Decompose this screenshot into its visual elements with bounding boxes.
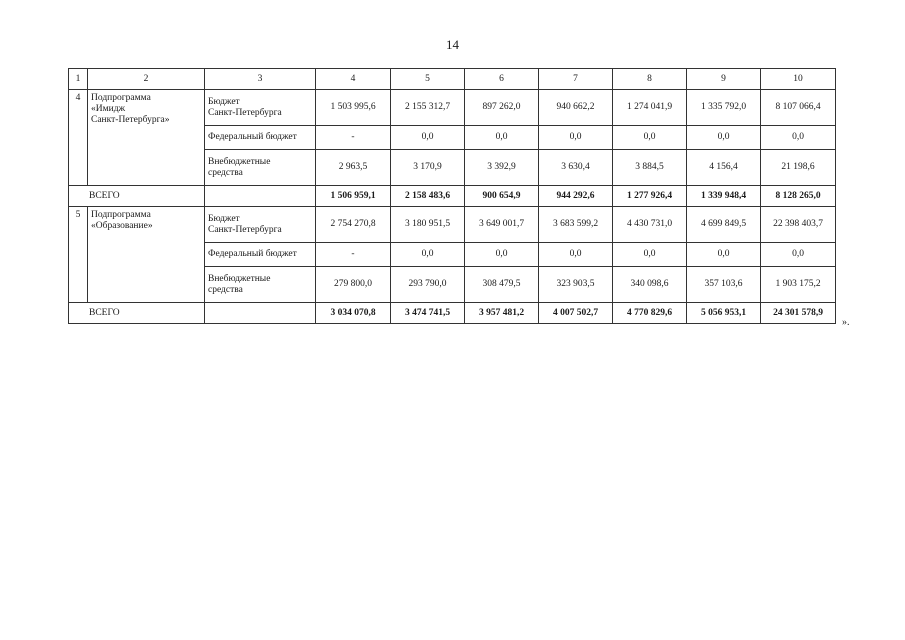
total-value-cell: 3 957 481,2 <box>465 303 539 324</box>
value-cell: 0,0 <box>613 126 687 150</box>
value-cell: 0,0 <box>391 243 465 267</box>
value-cell: 0,0 <box>391 126 465 150</box>
column-number-cell: 7 <box>539 69 613 90</box>
total-empty-cell <box>205 303 316 324</box>
subprogram-index: 4 <box>69 90 88 186</box>
column-number-cell: 2 <box>88 69 205 90</box>
value-cell: 4 699 849,5 <box>687 207 761 243</box>
funding-source <box>205 207 316 243</box>
total-value-cell: 3 474 741,5 <box>391 303 465 324</box>
total-value-cell: 1 506 959,1 <box>316 186 391 207</box>
subprogram-name-line: Подпрограмма <box>91 210 151 220</box>
value-cell: 21 198,6 <box>761 150 836 186</box>
closing-quote: ». <box>842 317 850 328</box>
table-row <box>69 207 836 243</box>
value-cell: 22 398 403,7 <box>761 207 836 243</box>
value-cell: 3 170,9 <box>391 150 465 186</box>
value-cell: 0,0 <box>761 243 836 267</box>
value-cell: 0,0 <box>465 126 539 150</box>
value-cell: 308 479,5 <box>465 267 539 303</box>
column-number-cell: 6 <box>465 69 539 90</box>
funding-source-line: Внебюджетные <box>208 273 271 284</box>
total-value-cell: 5 056 953,1 <box>687 303 761 324</box>
value-cell: 4 430 731,0 <box>613 207 687 243</box>
value-cell: 3 649 001,7 <box>465 207 539 243</box>
subprogram-index: 5 <box>69 207 88 303</box>
subprogram-name-line: Санкт-Петербурга» <box>91 115 170 125</box>
table-body <box>69 69 836 324</box>
funding-source-line: Санкт-Петербурга <box>208 107 282 118</box>
value-cell: 0,0 <box>687 126 761 150</box>
table-row <box>69 90 836 126</box>
page-number: 14 <box>446 37 459 52</box>
subprogram-name <box>88 90 205 186</box>
total-label: ВСЕГО <box>69 186 205 207</box>
value-cell: 357 103,6 <box>687 267 761 303</box>
column-number-cell: 5 <box>391 69 465 90</box>
funding-source-line: Санкт-Петербурга <box>208 224 282 235</box>
value-cell: 1 274 041,9 <box>613 90 687 126</box>
value-cell: 0,0 <box>613 243 687 267</box>
total-value-cell: 1 339 948,4 <box>687 186 761 207</box>
funding-source-line: средства <box>208 167 243 178</box>
value-cell: 897 262,0 <box>465 90 539 126</box>
total-value-cell: 900 654,9 <box>465 186 539 207</box>
value-cell: - <box>316 126 391 150</box>
subprogram-name-line: Подпрограмма <box>91 93 151 103</box>
value-cell: 0,0 <box>465 243 539 267</box>
column-number-cell: 1 <box>69 69 88 90</box>
value-cell: 1 503 995,6 <box>316 90 391 126</box>
value-cell: 0,0 <box>539 243 613 267</box>
value-cell: 279 800,0 <box>316 267 391 303</box>
column-number-cell: 10 <box>761 69 836 90</box>
value-cell: 940 662,2 <box>539 90 613 126</box>
subprogram-name-line: «Образование» <box>91 221 153 231</box>
total-value-cell: 8 128 265,0 <box>761 186 836 207</box>
total-value-cell: 4 007 502,7 <box>539 303 613 324</box>
value-cell: 4 156,4 <box>687 150 761 186</box>
value-cell: 0,0 <box>761 126 836 150</box>
value-cell: 1 903 175,2 <box>761 267 836 303</box>
value-cell: 2 754 270,8 <box>316 207 391 243</box>
value-cell: 323 903,5 <box>539 267 613 303</box>
total-value-cell: 24 301 578,9 <box>761 303 836 324</box>
value-cell: 2 963,5 <box>316 150 391 186</box>
budget-table <box>68 68 836 324</box>
funding-source <box>205 243 316 267</box>
value-cell: 3 884,5 <box>613 150 687 186</box>
total-value-cell: 3 034 070,8 <box>316 303 391 324</box>
subprogram-name-line: «Имидж <box>91 104 126 114</box>
value-cell: 0,0 <box>687 243 761 267</box>
total-label: ВСЕГО <box>69 303 205 324</box>
funding-source-line: Бюджет <box>208 213 240 224</box>
value-cell: 3 683 599,2 <box>539 207 613 243</box>
value-cell: 340 098,6 <box>613 267 687 303</box>
value-cell: 3 630,4 <box>539 150 613 186</box>
value-cell: 8 107 066,4 <box>761 90 836 126</box>
value-cell: 0,0 <box>539 126 613 150</box>
value-cell: 2 155 312,7 <box>391 90 465 126</box>
column-number-cell: 8 <box>613 69 687 90</box>
total-row <box>69 303 836 324</box>
funding-source-line: Федеральный бюджет <box>208 132 297 142</box>
column-number-cell: 9 <box>687 69 761 90</box>
funding-source-line: средства <box>208 284 243 295</box>
header-row <box>69 69 836 90</box>
funding-source <box>205 150 316 186</box>
total-empty-cell <box>205 186 316 207</box>
subprogram-name <box>88 207 205 303</box>
value-cell: 1 335 792,0 <box>687 90 761 126</box>
value-cell: 3 180 951,5 <box>391 207 465 243</box>
value-cell: 293 790,0 <box>391 267 465 303</box>
column-number-cell: 4 <box>316 69 391 90</box>
funding-source <box>205 126 316 150</box>
funding-source <box>205 90 316 126</box>
funding-source-line: Внебюджетные <box>208 156 271 167</box>
total-value-cell: 1 277 926,4 <box>613 186 687 207</box>
total-value-cell: 4 770 829,6 <box>613 303 687 324</box>
total-row <box>69 186 836 207</box>
funding-source-line: Федеральный бюджет <box>208 249 297 259</box>
total-value-cell: 944 292,6 <box>539 186 613 207</box>
value-cell: 3 392,9 <box>465 150 539 186</box>
total-value-cell: 2 158 483,6 <box>391 186 465 207</box>
value-cell: - <box>316 243 391 267</box>
funding-source-line: Бюджет <box>208 96 240 107</box>
funding-source <box>205 267 316 303</box>
column-number-cell: 3 <box>205 69 316 90</box>
